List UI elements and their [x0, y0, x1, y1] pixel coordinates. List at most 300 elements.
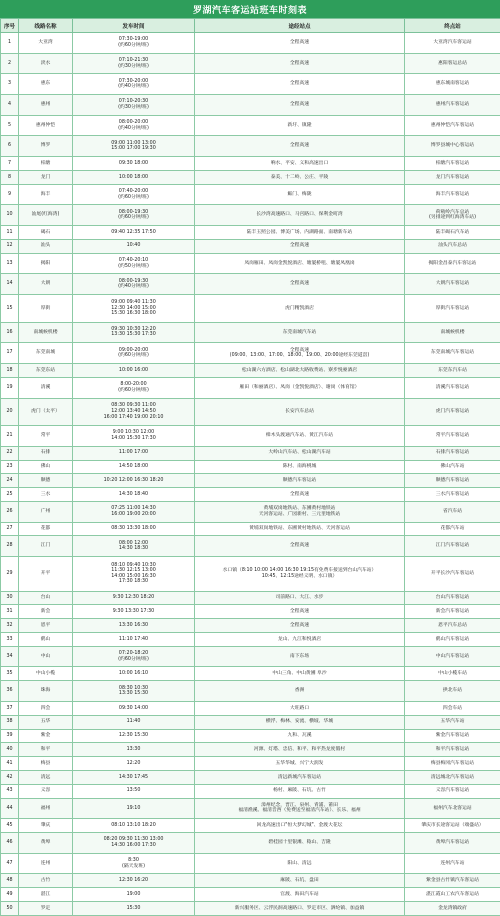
cell-no: 46 — [1, 833, 19, 854]
table-row — [1, 701, 500, 715]
table-row — [1, 295, 500, 323]
cell-no: 43 — [1, 784, 19, 798]
cell-dest: 省汽车站 — [405, 501, 500, 522]
table-row — [1, 853, 500, 874]
cell-time: 08:00 12:00 14:30 18:30 — [73, 536, 195, 557]
cell-route: 肇庆 — [19, 819, 73, 833]
cell-route: 五华 — [19, 715, 73, 729]
cell-dest: 金龙湾镇政府 — [405, 902, 500, 916]
cell-time: 12:30 16:20 — [73, 874, 195, 888]
cell-route: 揭阳 — [19, 253, 73, 274]
cell-time: 10:40 — [73, 239, 195, 253]
table-row — [1, 377, 500, 398]
cell-time: 08:10 09:40 10:30 11:30 12:15 13:00 14:00 15:00 16:30 17:30 18:30 — [73, 557, 195, 591]
cell-route: 淡水 — [19, 53, 73, 74]
cell-route: 惠州仲恺 — [19, 115, 73, 136]
table-row — [1, 757, 500, 771]
cell-via: 凤岗雁田、凤岗金凯悦酒店、塘厦桥咀、塘厦凤凰岗 — [195, 253, 405, 274]
cell-no: 33 — [1, 633, 19, 647]
table-row — [1, 591, 500, 605]
cell-route: 恩平 — [19, 619, 73, 633]
cell-dest: 常平汽车客运站 — [405, 426, 500, 447]
cell-via: 漳州纪念，晋江、泉州、青浦、莆田 福清渔溪、福清音西（免费送至福清汽车站）、长乐、福州 — [195, 798, 405, 819]
cell-via: 鲘门、梅陇 — [195, 184, 405, 205]
cell-via: 樟木头渡通汽车站、黄江汽车站 — [195, 426, 405, 447]
cell-via: 中山三角、中山黄圃 阜沙 — [195, 667, 405, 681]
cell-no: 26 — [1, 501, 19, 522]
cell-via: 五华华城、兴宁大润发 — [195, 757, 405, 771]
cell-via: 九和、瓦溪 — [195, 729, 405, 743]
cell-no: 18 — [1, 364, 19, 378]
cell-time: 09:30 14:00 — [73, 701, 195, 715]
cell-time: 13:30 16:30 — [73, 619, 195, 633]
cell-via: 南下东场 — [195, 646, 405, 667]
table-row — [1, 833, 500, 854]
cell-no: 42 — [1, 770, 19, 784]
cell-dest: 虎门汽车客运站 — [405, 398, 500, 426]
cell-no: 10 — [1, 205, 19, 226]
cell-route: 江门 — [19, 536, 73, 557]
cell-route: 东莞东站 — [19, 364, 73, 378]
cell-route: 台山 — [19, 591, 73, 605]
cell-no: 4 — [1, 95, 19, 116]
cell-dest: 惠东城南客运站 — [405, 74, 500, 95]
cell-dest: 惠州汽车客运站 — [405, 95, 500, 116]
cell-no: 32 — [1, 619, 19, 633]
cell-no: 50 — [1, 902, 19, 916]
cell-route: 南城候机楼 — [19, 322, 73, 343]
cell-dest: 拱北车站 — [405, 681, 500, 702]
cell-route: 连州 — [19, 853, 73, 874]
cell-route: 湛江 — [19, 888, 73, 902]
cell-no: 7 — [1, 157, 19, 171]
cell-via: 雁田（和丽酒店）、凤岗（金凯悦酒店）、谢岗（体育馆） — [195, 377, 405, 398]
cell-time: 10:00 16:10 — [73, 667, 195, 681]
cell-dest: 花都汽车站 — [405, 522, 500, 536]
cell-time: 07:40-20:00 (约60分钟/班) — [73, 184, 195, 205]
cell-dest: 汕头汽车总站 — [405, 239, 500, 253]
table-row — [1, 136, 500, 157]
cell-time: 14:50 18:00 — [73, 460, 195, 474]
cell-dest: 东莞东汽车站 — [405, 364, 500, 378]
table-row — [1, 115, 500, 136]
cell-via: 河源、灯塔、忠信、和平、和平热龙度假村 — [195, 743, 405, 757]
table-row — [1, 398, 500, 426]
table-row — [1, 646, 500, 667]
cell-via: 响水、平安、义和高速出口 — [195, 157, 405, 171]
cell-via: 黄埔双岗地铁站、东圃黄村地铁站 天河客运站、广园新村、三元里地铁站 — [195, 501, 405, 522]
cell-route: 惠东 — [19, 74, 73, 95]
cell-via: 龙山、九江和悦酒店 — [195, 633, 405, 647]
cell-route: 厚街 — [19, 295, 73, 323]
cell-time: 08:30 09:30 11:00 12:00 13:40 14:50 16:00 17:40 19:00 20:10 — [73, 398, 195, 426]
cell-route: 惠州 — [19, 95, 73, 116]
cell-time: 08:30 10:30 13:30 15:30 — [73, 681, 195, 702]
table-row — [1, 743, 500, 757]
cell-time: 09:00-20:00 (约60分钟/班) — [73, 343, 195, 364]
cell-no: 38 — [1, 715, 19, 729]
cell-via: 杨村、麻陂、石坑、古竹 — [195, 784, 405, 798]
table-row — [1, 770, 500, 784]
table-row — [1, 95, 500, 116]
cell-route: 佛山 — [19, 460, 73, 474]
cell-route: 大朗 — [19, 274, 73, 295]
table-row — [1, 226, 500, 240]
cell-dest: 湛江霞山工农汽车客运站 — [405, 888, 500, 902]
cell-dest: 连州汽车站 — [405, 853, 500, 874]
cell-no: 23 — [1, 460, 19, 474]
cell-dest: 江门汽车客运站 — [405, 536, 500, 557]
cell-time: 10:20 12:00 16:30 18:20 — [73, 474, 195, 488]
cell-no: 45 — [1, 819, 19, 833]
cell-no: 8 — [1, 170, 19, 184]
cell-route: 三水 — [19, 488, 73, 502]
cell-dest: 五华汽车站 — [405, 715, 500, 729]
cell-dest: 恩平汽车总站 — [405, 619, 500, 633]
cell-via: 全程高速 — [195, 619, 405, 633]
cell-dest: 清溪汽车客运站 — [405, 377, 500, 398]
cell-route: 大亚湾 — [19, 33, 73, 54]
cell-no: 36 — [1, 681, 19, 702]
table-row — [1, 74, 500, 95]
cell-route: 汕尾(红海湾) — [19, 205, 73, 226]
cell-dest: 厚街汽车客运站 — [405, 295, 500, 323]
cell-route: 中山 — [19, 646, 73, 667]
cell-no: 19 — [1, 377, 19, 398]
cell-no: 41 — [1, 757, 19, 771]
cell-route: 和平 — [19, 743, 73, 757]
cell-dest: 鹤山汽车客运站 — [405, 633, 500, 647]
cell-time: 08:10 13:10 18:20 — [73, 819, 195, 833]
cell-via: 陈村、南海桃城 — [195, 460, 405, 474]
table-row — [1, 53, 500, 74]
cell-time: 11:10 17:40 — [73, 633, 195, 647]
cell-no: 6 — [1, 136, 19, 157]
cell-route: 东莞南城 — [19, 343, 73, 364]
cell-route: 罗定 — [19, 902, 73, 916]
cell-no: 29 — [1, 557, 19, 591]
cell-via: 陆丰玉照公园、博美广场、内湖路面、南塘新车站 — [195, 226, 405, 240]
timetable — [0, 18, 500, 916]
cell-no: 5 — [1, 115, 19, 136]
cell-route: 珠海 — [19, 681, 73, 702]
table-row — [1, 633, 500, 647]
cell-time: 09:30 10:30 12:20 13:30 15:30 17:30 — [73, 322, 195, 343]
cell-via: 长沙湾高速路口、马宫路口、保利金町湾 — [195, 205, 405, 226]
cell-no: 40 — [1, 743, 19, 757]
cell-no: 21 — [1, 426, 19, 447]
cell-route: 古竹 — [19, 874, 73, 888]
cell-via: 东莞南城汽车站 — [195, 322, 405, 343]
cell-via: 全程高速 — [195, 33, 405, 54]
cell-time: 09:30 18:00 — [73, 157, 195, 171]
cell-dest: 博罗县城中心客运站 — [405, 136, 500, 157]
cell-dest: 惠阳客运总站 — [405, 53, 500, 74]
cell-no: 39 — [1, 729, 19, 743]
cell-route: 虎门（太平） — [19, 398, 73, 426]
table-row — [1, 488, 500, 502]
cell-no: 31 — [1, 605, 19, 619]
cell-route: 花都 — [19, 522, 73, 536]
cell-no: 20 — [1, 398, 19, 426]
table-row — [1, 184, 500, 205]
cell-via: 回龙高速出口"恒大梦幻城"、金渡大花坛 — [195, 819, 405, 833]
cell-time: 11:40 — [73, 715, 195, 729]
cell-dest: 惠州仲恺汽车客运站 — [405, 115, 500, 136]
cell-via: 顺德汽车客运站 — [195, 474, 405, 488]
cell-via: 新兴服务区、云浮民洞高速路口、罗定市区、泗纶镇、加益镇 — [195, 902, 405, 916]
cell-dest: 柏塘汽车客运站 — [405, 157, 500, 171]
cell-via: 泰美、十二岭、公庄、平陵 — [195, 170, 405, 184]
table-row — [1, 364, 500, 378]
cell-dest: 新会汽车客运站 — [405, 605, 500, 619]
cell-no: 9 — [1, 184, 19, 205]
cell-dest: 海丰汽车客运站 — [405, 184, 500, 205]
header-time: 发车时间 — [73, 19, 195, 33]
cell-time: 08:00-20:00 (约40分钟/班) — [73, 115, 195, 136]
cell-no: 13 — [1, 253, 19, 274]
table-row — [1, 460, 500, 474]
cell-route: 龙门 — [19, 170, 73, 184]
table-row — [1, 501, 500, 522]
cell-route: 四会 — [19, 701, 73, 715]
cell-no: 14 — [1, 274, 19, 295]
cell-via: 横浮、梅林、安流、横坡、华城 — [195, 715, 405, 729]
cell-time: 07:30-20:00 (约40分钟/班) — [73, 74, 195, 95]
cell-time: 11:00 17:00 — [73, 446, 195, 460]
cell-via: 香洲 — [195, 681, 405, 702]
table-row — [1, 343, 500, 364]
table-row — [1, 619, 500, 633]
table-row — [1, 902, 500, 916]
cell-no: 35 — [1, 667, 19, 681]
cell-no: 1 — [1, 33, 19, 54]
cell-no: 28 — [1, 536, 19, 557]
cell-via: 新圩、镇隆 — [195, 115, 405, 136]
cell-dest: 梅县梅冈汽车客运站 — [405, 757, 500, 771]
table-row — [1, 681, 500, 702]
cell-dest: 龙门汽车客运站 — [405, 170, 500, 184]
cell-via: 全程高速 — [195, 95, 405, 116]
cell-dest: 和平汽车客运站 — [405, 743, 500, 757]
cell-time: 08:00-19:30 (约40分钟/班) — [73, 274, 195, 295]
cell-time: 9:30 12:30 18:20 — [73, 591, 195, 605]
cell-route: 新会 — [19, 605, 73, 619]
cell-dest: 中山汽车客运站 — [405, 646, 500, 667]
cell-route: 福州 — [19, 798, 73, 819]
cell-time: 07:20-18:20 (约60分钟/班) — [73, 646, 195, 667]
table-header-row — [1, 19, 500, 33]
cell-dest: 揭阳金昌泰汽车客运站 — [405, 253, 500, 274]
cell-route: 黄埠 — [19, 833, 73, 854]
cell-time: 09:00 11:00 13:00 15:00 17:00 19:30 — [73, 136, 195, 157]
cell-via: 大旺路口 — [195, 701, 405, 715]
cell-route: 广州 — [19, 501, 73, 522]
cell-via: 全程高速 — [195, 536, 405, 557]
cell-no: 17 — [1, 343, 19, 364]
cell-no: 12 — [1, 239, 19, 253]
cell-via: 阳山、清远 — [195, 853, 405, 874]
cell-time: 07:25 11:00 14:30 16:00 19:00 20:00 — [73, 501, 195, 522]
cell-route: 清溪 — [19, 377, 73, 398]
cell-route: 海丰 — [19, 184, 73, 205]
cell-route: 清远 — [19, 770, 73, 784]
cell-via: 麻陂、石坑、盘田 — [195, 874, 405, 888]
cell-dest: 黄埠汽车客运站 — [405, 833, 500, 854]
cell-dest: 紫金汽车客运站 — [405, 729, 500, 743]
cell-route: 义容 — [19, 784, 73, 798]
cell-dest: 大朗汽车客运站 — [405, 274, 500, 295]
cell-no: 30 — [1, 591, 19, 605]
table-row — [1, 605, 500, 619]
cell-no: 25 — [1, 488, 19, 502]
cell-route: 顺德 — [19, 474, 73, 488]
cell-time: 19:10 — [73, 798, 195, 819]
cell-route: 梅县 — [19, 757, 73, 771]
cell-no: 22 — [1, 446, 19, 460]
cell-route: 常平 — [19, 426, 73, 447]
cell-dest: 顺德汽车客运站 — [405, 474, 500, 488]
cell-time: 12:30 15:30 — [73, 729, 195, 743]
cell-dest: 义容汽车客运站 — [405, 784, 500, 798]
cell-dest: 大亚湾汽车客运站 — [405, 33, 500, 54]
cell-no: 24 — [1, 474, 19, 488]
cell-dest: 开平长沙汽车客运站 — [405, 557, 500, 591]
cell-time: 14:30 17:45 — [73, 770, 195, 784]
table-row — [1, 729, 500, 743]
cell-time: 13:30 — [73, 743, 195, 757]
table-row — [1, 157, 500, 171]
table-row — [1, 874, 500, 888]
cell-time: 08:30 13:30 18:00 — [73, 522, 195, 536]
table-row — [1, 239, 500, 253]
cell-time: 09:00 09:40 11:30 12:30 14:00 15:00 15:30 16:30 18:00 — [73, 295, 195, 323]
cell-dest: 福州汽车北客运站 — [405, 798, 500, 819]
cell-no: 44 — [1, 798, 19, 819]
cell-time: 19:00 — [73, 888, 195, 902]
cell-time: 08:20 09:30 11:30 13:00 14:30 16:00 17:30 — [73, 833, 195, 854]
cell-via: 全程高速 — [195, 239, 405, 253]
cell-time: 9:00 10:30 12:00 14:00 15:30 17:30 — [73, 426, 195, 447]
cell-no: 16 — [1, 322, 19, 343]
table-row — [1, 798, 500, 819]
cell-dest: 紫金县古竹镇汽车客运站 — [405, 874, 500, 888]
header-via: 途经站点 — [195, 19, 405, 33]
cell-no: 34 — [1, 646, 19, 667]
table-row — [1, 322, 500, 343]
cell-dest: 佛山汽车站 — [405, 460, 500, 474]
cell-via: 水口镇（8:10 10:00 14:00 16:30 19:15有免费车接送到台山汽车站） 10:45、12:15途经义明、水口镇） — [195, 557, 405, 591]
header-dest: 终点站 — [405, 19, 500, 33]
table-row — [1, 888, 500, 902]
cell-route: 碣石 — [19, 226, 73, 240]
header-no: 序号 — [1, 19, 19, 33]
table-row — [1, 557, 500, 591]
cell-time: 14:30 18:40 — [73, 488, 195, 502]
table-row — [1, 522, 500, 536]
cell-dest: 中山小榄车站 — [405, 667, 500, 681]
page-title: 罗湖汽车客运站班车时刻表 — [0, 0, 500, 18]
cell-time: 09:40 12:35 17:50 — [73, 226, 195, 240]
cell-via: 官渡、海田汽车站 — [195, 888, 405, 902]
cell-time: 9:30 13:30 17:30 — [73, 605, 195, 619]
cell-route: 柏塘 — [19, 157, 73, 171]
cell-no: 2 — [1, 53, 19, 74]
cell-via: 全程高速 — [195, 53, 405, 74]
table-row — [1, 819, 500, 833]
table-row — [1, 784, 500, 798]
cell-route: 紫金 — [19, 729, 73, 743]
table-row — [1, 253, 500, 274]
cell-via: 全程高速 — [195, 605, 405, 619]
cell-dest: 陆丰碣石汽车站 — [405, 226, 500, 240]
cell-via: 松山湖六方酒店、松山湖北大路收费站、寮步悦豪酒店 — [195, 364, 405, 378]
cell-dest: 石排汽车客运站 — [405, 446, 500, 460]
cell-time: 07:10-21:30 (约30分钟/班) — [73, 53, 195, 74]
cell-time: 10:00 18:00 — [73, 170, 195, 184]
cell-time: 15:30 — [73, 902, 195, 916]
cell-time: 07:30-19:00 (约60分钟/班) — [73, 33, 195, 54]
cell-dest: 荷载岭汽车总站 (另排途到红海湾车站) — [405, 205, 500, 226]
cell-via: 清远新城汽车客运站 — [195, 770, 405, 784]
table-row — [1, 474, 500, 488]
cell-dest: 东莞南城汽车客运站 — [405, 343, 500, 364]
cell-via: 长安汽车总站 — [195, 398, 405, 426]
table-row — [1, 170, 500, 184]
cell-time: 12:20 — [73, 757, 195, 771]
cell-no: 48 — [1, 874, 19, 888]
cell-no: 11 — [1, 226, 19, 240]
table-row — [1, 536, 500, 557]
cell-time: 07:10-20:30 (约30分钟/班) — [73, 95, 195, 116]
table-row — [1, 274, 500, 295]
table-row — [1, 426, 500, 447]
cell-via: 黄埔双岗地铁站、东圃黄村地铁站、天河客运站 — [195, 522, 405, 536]
table-row — [1, 667, 500, 681]
cell-route: 石排 — [19, 446, 73, 460]
cell-no: 47 — [1, 853, 19, 874]
cell-no: 3 — [1, 74, 19, 95]
cell-via: 碧桂园十里银滩、稔山、吉隆 — [195, 833, 405, 854]
cell-dest: 南城候机楼 — [405, 322, 500, 343]
cell-dest: 台山汽车客运站 — [405, 591, 500, 605]
cell-dest: 三水汽车客运站 — [405, 488, 500, 502]
header-route: 线路名称 — [19, 19, 73, 33]
cell-route: 中山小榄 — [19, 667, 73, 681]
cell-no: 49 — [1, 888, 19, 902]
cell-time: 8:00-20:00 (约60分钟/班) — [73, 377, 195, 398]
cell-route: 开平 — [19, 557, 73, 591]
table-row — [1, 205, 500, 226]
cell-via: 全程高速 — [195, 136, 405, 157]
cell-route: 博罗 — [19, 136, 73, 157]
cell-no: 27 — [1, 522, 19, 536]
cell-dest: 肇庆市长途客运站（端盛站） — [405, 819, 500, 833]
cell-via: 司前路口、大江、水步 — [195, 591, 405, 605]
cell-via: 全程高速 — [195, 74, 405, 95]
cell-no: 15 — [1, 295, 19, 323]
cell-no: 37 — [1, 701, 19, 715]
table-row — [1, 715, 500, 729]
cell-via: 虎门精凯酒店 — [195, 295, 405, 323]
cell-dest: 清远城北汽车客运站 — [405, 770, 500, 784]
cell-time: 08:00-19:30 (约60分钟/班) — [73, 205, 195, 226]
cell-time: 07:40-20:10 (约50分钟/班) — [73, 253, 195, 274]
table-row — [1, 446, 500, 460]
cell-via: 大岭山汽车站、松山湖汽车站 — [195, 446, 405, 460]
cell-route: 鹤山 — [19, 633, 73, 647]
cell-via: 全程高速 — [195, 488, 405, 502]
